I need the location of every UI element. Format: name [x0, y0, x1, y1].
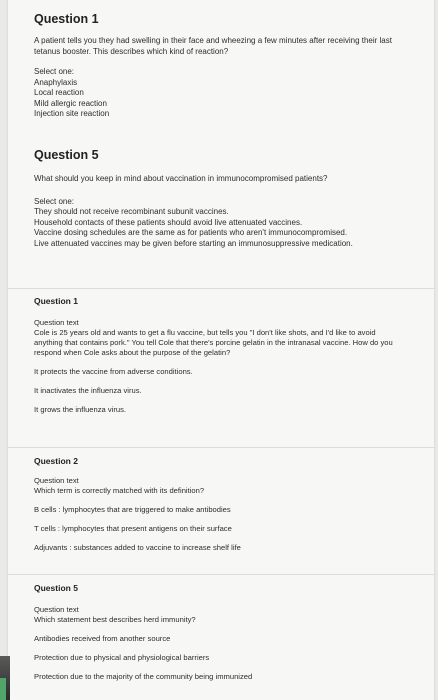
option-grows[interactable]: It grows the influenza virus. — [34, 405, 127, 414]
question-text: A patient tells you they had swelling in their face and wheezing a few minutes after receiving their last tetanus booster. This describes which kind of reaction? — [34, 36, 392, 56]
question-text: What should you keep in mind about vaccination in immunocompromised patients? — [34, 174, 328, 183]
photo-edge-green — [0, 678, 6, 700]
question-block-2 — [34, 456, 402, 553]
question-text: Which statement best describes herd immunity? — [34, 615, 196, 624]
option-injection-site-reaction[interactable]: Injection site reaction — [34, 109, 110, 118]
option-antibodies[interactable]: Antibodies received from another source — [34, 634, 171, 643]
divider — [8, 574, 434, 575]
option-adjuvants[interactable]: Adjuvants : substances added to vaccine to increase shelf life — [34, 543, 241, 552]
question-title: Question 5 — [34, 583, 78, 593]
select-one-label: Select one: — [34, 196, 75, 206]
option-live-attenuated[interactable]: Live attenuated vaccines may be given before starting an immunosuppressive medication. — [34, 238, 353, 248]
question-title: Question 5 — [34, 148, 99, 162]
option-household-contacts[interactable]: Household contacts of these patients should avoid live attenuated vaccines. — [34, 217, 303, 227]
question-text-label: Question text — [34, 318, 79, 327]
document-page — [8, 0, 434, 700]
option-t-cells[interactable]: T cells : lymphocytes that present antigens on their surface — [34, 524, 232, 533]
question-block-1b — [34, 296, 402, 415]
option-recombinant[interactable]: They should not receive recombinant subunit vaccines. — [34, 207, 229, 216]
option-majority[interactable]: Protection due to the majority of the community being immunized — [34, 672, 253, 681]
option-mild-allergic-reaction[interactable]: Mild allergic reaction — [34, 98, 107, 108]
option-anaphylaxis[interactable]: Anaphylaxis — [34, 77, 78, 87]
question-text-label: Question text — [34, 476, 79, 485]
divider — [8, 447, 434, 448]
option-dosing-schedules[interactable]: Vaccine dosing schedules are the same as for patients who aren't immunocompromised. — [34, 228, 348, 237]
select-one-label: Select one: — [34, 67, 75, 76]
question-title: Question 1 — [34, 12, 99, 26]
question-title: Question 1 — [34, 296, 78, 306]
option-local-reaction[interactable]: Local reaction — [34, 88, 84, 97]
divider — [8, 288, 434, 289]
question-text: Cole is 25 years old and wants to get a flu vaccine, but tells you "I don't like shots, and I'd like to avoid anything that contains pork." You tell Cole that there's porcine gelatin in the intranasal vaccine. How do you respond when Cole asks about the purpose of the gelatin? — [34, 328, 393, 357]
option-protects[interactable]: It protects the vaccine from adverse conditions. — [34, 367, 193, 376]
question-title: Question 2 — [34, 456, 78, 466]
question-block-1 — [34, 12, 402, 120]
option-b-cells[interactable]: B cells : lymphocytes that are triggered to make antibodies — [34, 505, 231, 514]
question-text-label: Question text — [34, 605, 79, 614]
option-barriers[interactable]: Protection due to physical and physiological barriers — [34, 653, 210, 662]
option-inactivates[interactable]: It inactivates the influenza virus. — [34, 386, 142, 395]
question-block-5b — [34, 583, 402, 682]
question-block-5a — [34, 148, 402, 249]
question-text: Which term is correctly matched with its definition? — [34, 486, 205, 495]
